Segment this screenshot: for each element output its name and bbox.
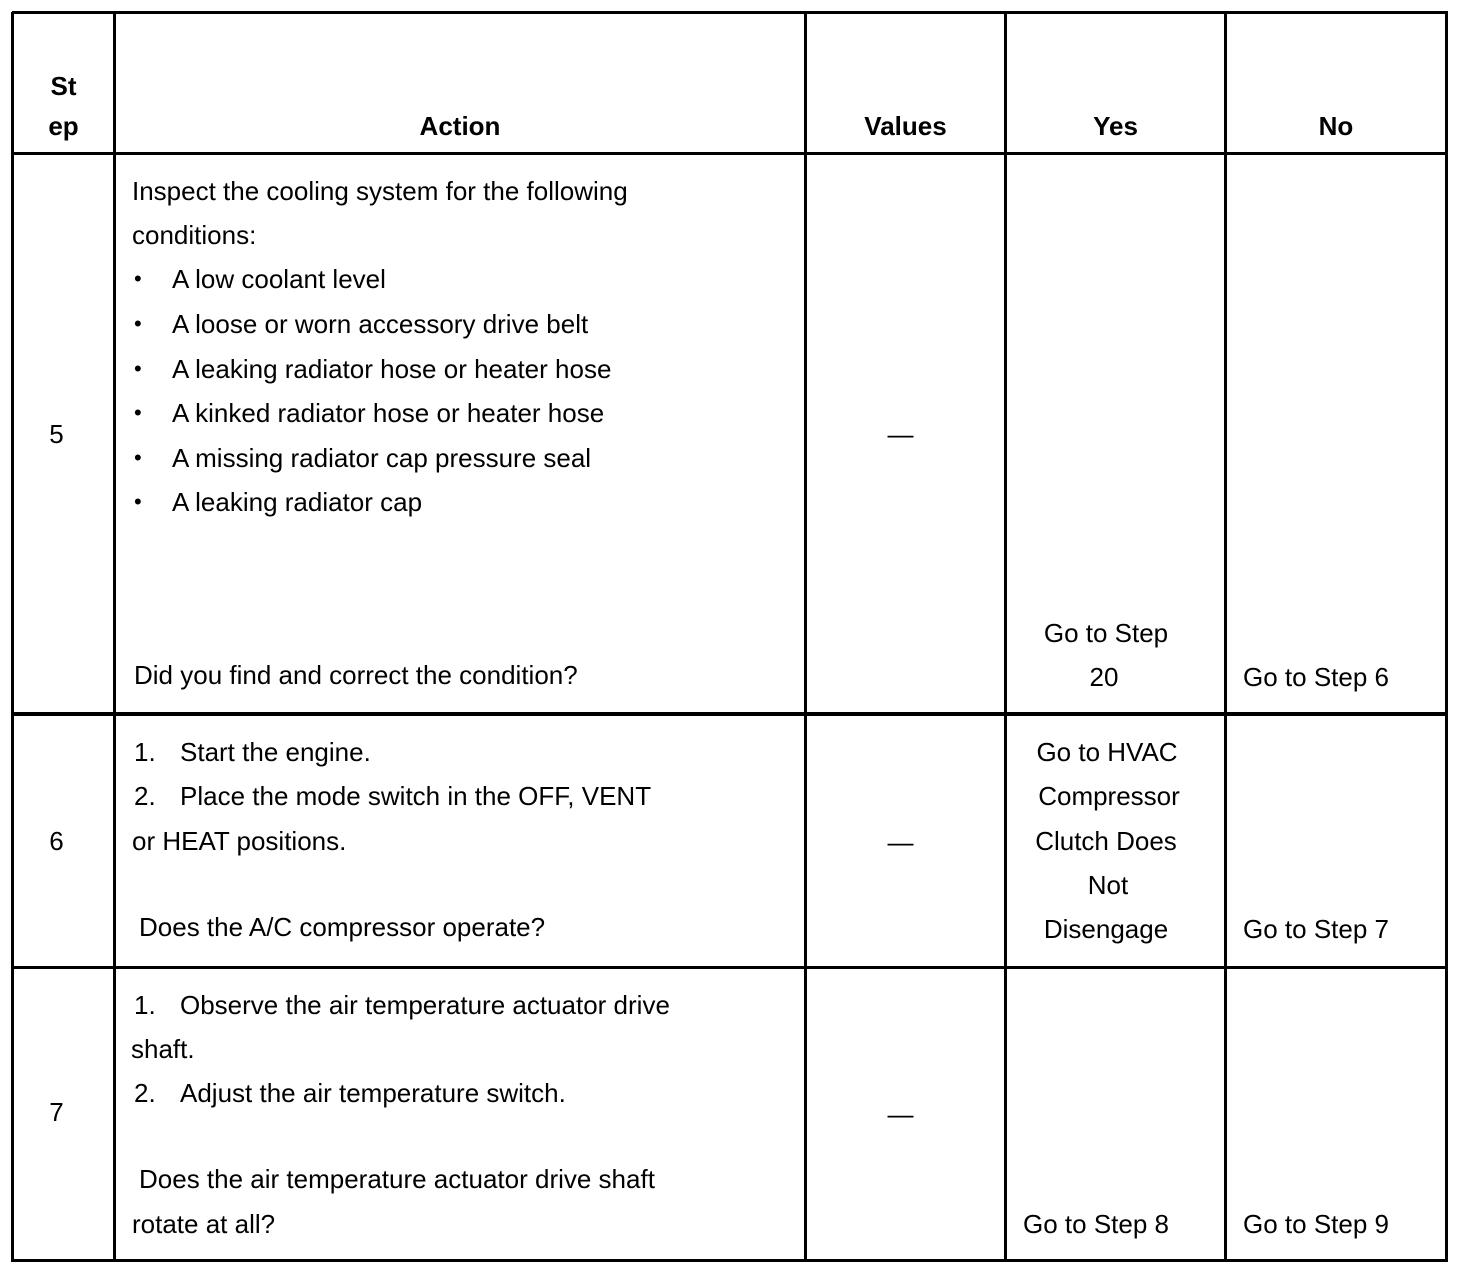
action-question-line1: Does the air temperature actuator drive shaft [139,1164,655,1194]
list-number: 1. [134,990,156,1020]
step-number: 5 [49,419,64,449]
action-question: Did you find and correct the condition? [134,660,578,690]
list-item: Place the mode switch in the OFF, VENT [180,781,652,811]
divider-action-values [804,12,807,1262]
bullet-marker: • [134,445,142,470]
action-intro-line1: Inspect the cooling system for the following [132,176,628,206]
list-item: A leaking radiator hose or heater hose [172,354,612,384]
header-step-line2: ep [48,111,79,141]
yes-cell-line: Not [1087,870,1129,900]
yes-cell-line2: 20 [1089,662,1119,692]
divider-step-action [113,12,116,1262]
header-action: Action [419,111,501,141]
header-step-line1: St [50,71,77,101]
step-number: 6 [49,826,64,856]
border-left [11,12,14,1262]
list-item: A loose or worn accessory drive belt [172,309,589,339]
header-values: Values [864,111,947,141]
list-item: A kinked radiator hose or heater hose [172,398,605,428]
values-cell: — [887,1099,914,1129]
header-divider [12,152,1448,155]
no-cell: Go to Step 9 [1243,1209,1389,1239]
row-divider-5-6 [12,712,1448,716]
list-item: Start the engine. [180,737,371,767]
no-cell: Go to Step 6 [1243,662,1389,692]
bullet-marker: • [134,311,142,336]
list-item: A missing radiator cap pressure seal [172,443,592,473]
yes-cell-line: Clutch Does [1035,826,1177,856]
list-number: 1. [134,737,156,767]
step-number: 7 [49,1097,64,1127]
action-intro-line2: conditions: [132,220,257,250]
values-cell: — [887,827,914,857]
list-number: 2. [134,1078,156,1108]
border-top [12,11,1448,14]
bullet-marker: • [134,356,142,381]
bullet-marker: • [134,400,142,425]
list-item: Observe the air temperature actuator drive [180,990,670,1020]
values-cell: — [887,419,914,449]
yes-cell-line: Go to HVAC [1036,737,1178,767]
list-item-continuation: or HEAT positions. [132,826,347,856]
yes-cell-line: Compressor [1038,781,1180,811]
header-no: No [1318,111,1354,141]
yes-cell-line1: Go to Step [1043,618,1169,648]
list-number: 2. [134,781,156,811]
no-cell: Go to Step 7 [1243,914,1389,944]
yes-cell: Go to Step 8 [1023,1209,1169,1239]
row-divider-6-7 [12,966,1448,969]
header-yes: Yes [1093,111,1138,141]
action-question-line2: rotate at all? [132,1209,276,1239]
bullet-marker: • [134,266,142,291]
action-question: Does the A/C compressor operate? [139,912,546,942]
list-item: Adjust the air temperature switch. [180,1078,566,1108]
border-right [1445,12,1448,1262]
list-item: A leaking radiator cap [172,487,423,517]
list-item: A low coolant level [172,264,386,294]
border-bottom [12,1259,1448,1262]
yes-cell-line: Disengage [1043,914,1169,944]
list-item-continuation: shaft. [131,1034,195,1064]
divider-yes-no [1224,12,1227,1262]
bullet-marker: • [134,489,142,514]
